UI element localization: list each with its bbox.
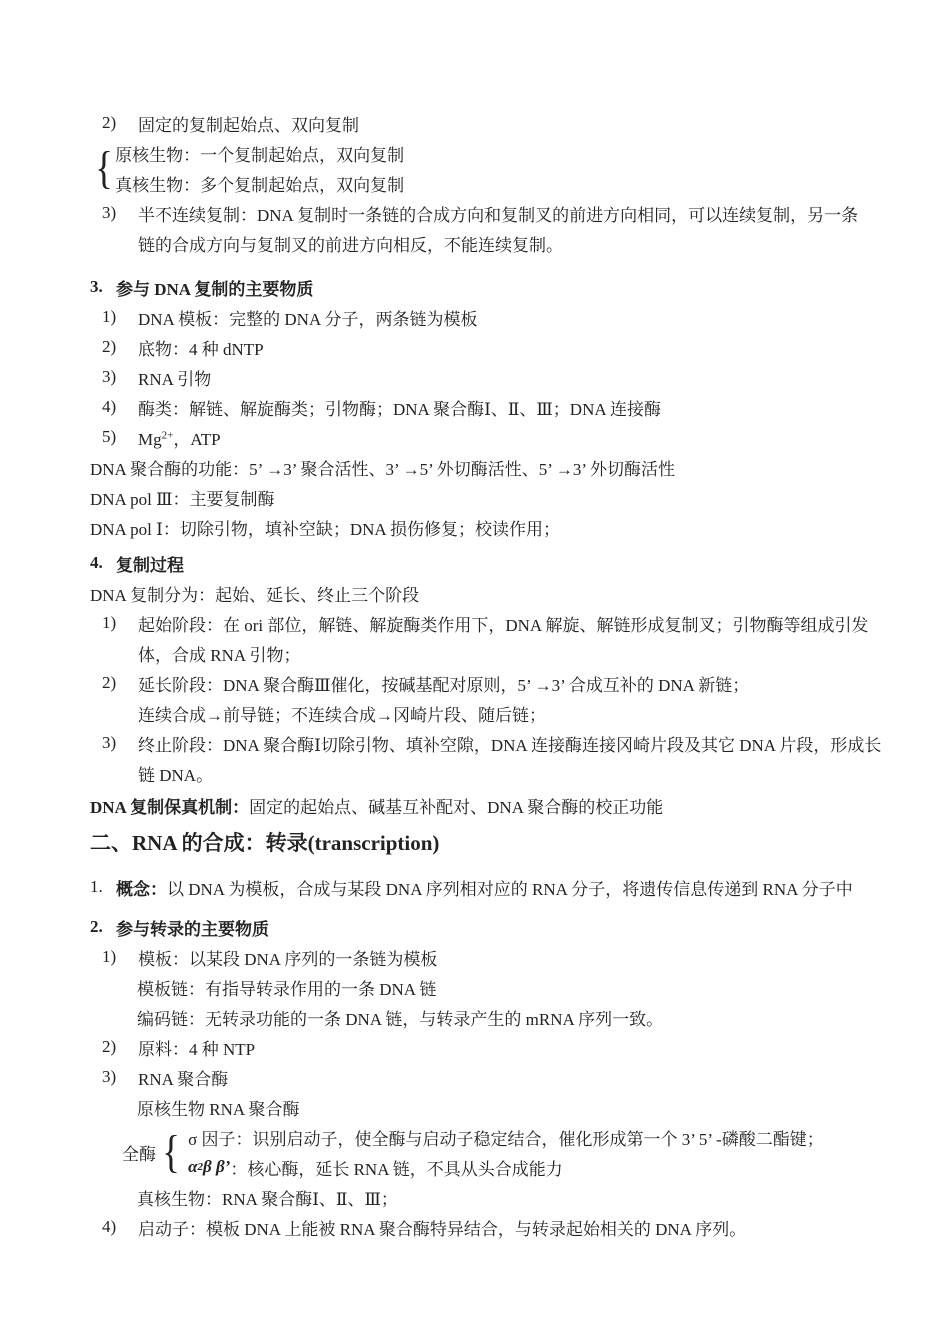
- section-title: 参与 DNA 复制的主要物质: [116, 279, 314, 299]
- fidelity-label: DNA 复制保真机制：: [90, 797, 250, 817]
- brace-lines: [182, 1122, 824, 1182]
- eukaryote-line: 真核生物：多个复制起始点，双向复制: [115, 175, 405, 195]
- list-item: [90, 422, 895, 452]
- fidelity-text: 固定的起始点、碱基互补配对、DNA 聚合酶的校正功能: [249, 797, 664, 817]
- section-title: 复制过程: [116, 555, 184, 575]
- list-item: [90, 362, 895, 392]
- item-text: 启动子：模板 DNA 上能被 RNA 聚合酶特异结合，与转录起始相关的 DNA 序列。: [138, 1219, 747, 1239]
- item-text: 模板：以某段 DNA 序列的一条链为模板: [138, 949, 438, 969]
- list-item: [90, 942, 895, 972]
- item-text: 终止阶段：DNA 聚合酶Ⅰ切除引物、填补空隙，DNA 连接酶连接冈崎片段及其它 DNA 片段，形成长: [138, 735, 882, 755]
- item-text-continued: 体，合成 RNA 引物；: [138, 645, 301, 665]
- item-text-continued: 链的合成方向与复制叉的前进方向相反，不能连续复制。: [138, 235, 563, 255]
- sub-line: 模板链：有指导转录作用的一条 DNA 链: [137, 979, 437, 999]
- sub-line: 编码链：无转录功能的一条 DNA 链，与转录产生的 mRNA 序列一致。: [137, 1009, 664, 1029]
- item-text: RNA 聚合酶: [138, 1069, 229, 1089]
- item-number: 3): [102, 733, 117, 752]
- section-number: 4.: [90, 553, 103, 572]
- section-heading: [90, 912, 895, 942]
- item-text: RNA 引物: [138, 369, 212, 389]
- item-number: 2): [102, 337, 117, 356]
- mg-symbol: Mg: [138, 429, 162, 449]
- list-item: [90, 302, 895, 332]
- core-enzyme-text: ：核心酶，延长 RNA 链，不具从头合成能力: [230, 1159, 563, 1179]
- sub-line: 真核生物：RNA 聚合酶Ⅰ、Ⅱ、Ⅲ；: [137, 1189, 398, 1209]
- item-text: 原料：4 种 NTP: [138, 1039, 256, 1059]
- item-text-rest: ，ATP: [173, 429, 221, 449]
- item-number: 3): [102, 367, 117, 386]
- item-text: 酶类：解链、解旋酶类；引物酶；DNA 聚合酶Ⅰ、Ⅱ、Ⅲ；DNA 连接酶: [138, 399, 661, 419]
- fidelity-line: [90, 790, 895, 820]
- item-number: 5): [102, 427, 117, 446]
- concept-text: 以 DNA 为模板，合成与某段 DNA 序列相对应的 RNA 分子，将遗传信息传递到 RNA 分子中: [167, 879, 853, 899]
- beta-symbols: β β’: [203, 1157, 231, 1176]
- note-line: DNA 聚合酶的功能：5’ →3’ 聚合活性、3’ →5’ 外切酶活性、5’ →3’ 外切酶活性: [90, 459, 676, 479]
- note-line: DNA pol Ⅰ：切除引物，填补空缺；DNA 损伤修复；校读作用；: [90, 519, 560, 539]
- section-number: 2.: [90, 917, 103, 936]
- list-item: [90, 1062, 895, 1092]
- item-text-continued: 连续合成→前导链；不连续合成→冈崎片段、随后链；: [138, 705, 546, 725]
- list-item: [90, 108, 895, 138]
- intro-line: DNA 复制分为：起始、延长、终止三个阶段: [90, 585, 420, 605]
- item-number: 3): [102, 1067, 117, 1086]
- concept-label: 概念：: [116, 879, 167, 899]
- brace-group: [90, 138, 895, 198]
- item-text: 固定的复制起始点、双向复制: [138, 115, 359, 135]
- prokaryote-line: 原核生物：一个复制起始点，双向复制: [115, 145, 405, 165]
- core-enzyme-line: [182, 1152, 824, 1182]
- sigma-factor-line: σ 因子：识别启动子，使全酶与启动子稳定结合，催化形成第一个 3’ 5’ -磷酸二酯键；: [188, 1129, 824, 1149]
- item-number: 1): [102, 307, 117, 326]
- section-heading: [90, 548, 895, 578]
- note-line: DNA pol Ⅲ：主要复制酶: [90, 489, 275, 509]
- chapter-heading: 二、RNA 的合成：转录(transcription): [90, 831, 440, 855]
- list-item: [90, 668, 895, 698]
- holoenzyme-brace-group: [90, 1122, 895, 1182]
- item-number: 1): [102, 613, 117, 632]
- brace-lines: [115, 138, 404, 198]
- section-heading: [90, 272, 895, 302]
- item-number: 3): [102, 203, 117, 222]
- item-number: 4): [102, 397, 117, 416]
- section-title: 参与转录的主要物质: [116, 919, 269, 939]
- list-item: [90, 608, 895, 638]
- item-text: 起始阶段：在 ori 部位，解链、解旋酶类作用下，DNA 解旋、解链形成复制叉；引物酶等组成引发: [138, 615, 869, 635]
- list-item: [90, 198, 895, 228]
- item-number: 2): [102, 673, 117, 692]
- concept-line: [90, 872, 895, 902]
- alpha-symbol: α: [188, 1157, 198, 1176]
- item-text: DNA 模板：完整的 DNA 分子，两条链为模板: [138, 309, 478, 329]
- section-number: 3.: [90, 277, 103, 296]
- item-text-continued: 链 DNA。: [138, 765, 214, 785]
- item-number: 2): [102, 1037, 117, 1056]
- left-brace-icon: {: [95, 142, 113, 193]
- list-item: [90, 728, 895, 758]
- list-item: [90, 1032, 895, 1062]
- item-number: 4): [102, 1217, 117, 1236]
- item-number: 2): [102, 113, 117, 132]
- concept-number: 1.: [90, 877, 103, 896]
- subscript: 2: [197, 1161, 203, 1173]
- left-brace-icon: {: [162, 1126, 180, 1177]
- item-text: 延长阶段：DNA 聚合酶Ⅲ催化，按碱基配对原则，5’ →3’ 合成互补的 DNA 新链；: [138, 675, 750, 695]
- sub-line: 原核生物 RNA 聚合酶: [137, 1099, 300, 1119]
- item-number: 1): [102, 947, 117, 966]
- superscript: 2+: [161, 428, 174, 441]
- list-item: [90, 332, 895, 362]
- item-text: [138, 425, 221, 450]
- holoenzyme-label: 全酶: [122, 1144, 156, 1164]
- list-item: [90, 392, 895, 422]
- list-item: [90, 1212, 895, 1242]
- item-text: 半不连续复制：DNA 复制时一条链的合成方向和复制叉的前进方向相同，可以连续复制，另一条: [138, 205, 859, 225]
- item-text: 底物：4 种 dNTP: [138, 339, 264, 359]
